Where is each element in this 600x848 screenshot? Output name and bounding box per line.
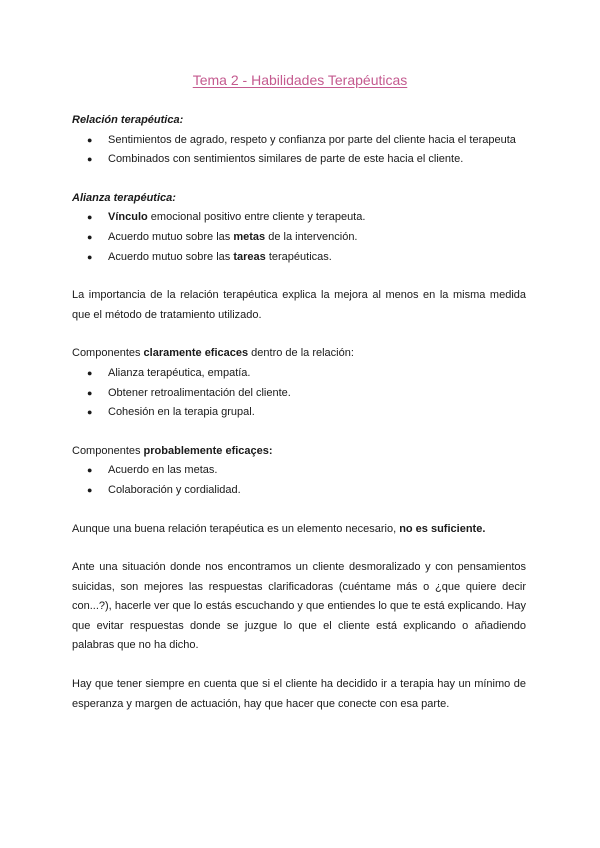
claramente-list [72, 364, 526, 423]
probablemente-list [72, 461, 526, 500]
list-item: ● Cohesión en la terapia grupal. [72, 403, 526, 423]
paragraph-claramente: Componentes claramente eficaces dentro de la relación: [72, 347, 354, 360]
document-body [72, 111, 526, 714]
list-item: ● Sentimientos de agrado, respeto y confianza por parte del cliente hacia el terapeuta [72, 131, 526, 151]
list-item: ● Vínculo emocional positivo entre cliente y terapeuta. [72, 208, 526, 228]
section-heading-relacion: Relación terapéutica: [72, 114, 184, 126]
list-item: ● Obtener retroalimentación del cliente. [72, 384, 526, 404]
paragraph-probablemente: Componentes probablemente eficaçes: [72, 444, 273, 457]
paragraph-ante: Ante una situación donde nos encontramos un cliente desmoralizado y con pensamientos suicidas, son mejores las respuestas clarificadoras (cuéntame más o ¿que quiere decir con...?), hacerle ver que lo estás escuchando y que entiendes lo que te está explicando. Hay que evitar respuestas donde se juzgue lo que el cliente está explicando o añadiendo palabras que no ha dicho. [72, 561, 526, 652]
list-item: ● Combinados con sentimientos similares de parte de este hacia el cliente. [72, 150, 526, 170]
paragraph-importancia: La importancia de la relación terapéutica explica la mejora al menos en la misma medida que el método de tratamiento utilizado. [72, 289, 526, 321]
paragraph-aunque: Aunque una buena relación terapéutica es un elemento necesario, no es suficiente. [72, 522, 486, 535]
alianza-list [72, 208, 526, 267]
relacion-list [72, 131, 526, 170]
list-item: ● Acuerdo mutuo sobre las metas de la intervención. [72, 228, 526, 248]
list-item: ● Acuerdo mutuo sobre las tareas terapéuticas. [72, 248, 526, 268]
list-item: ● Alianza terapéutica, empatía. [72, 364, 526, 384]
paragraph-hay: Hay que tener siempre en cuenta que si el cliente ha decidido ir a terapia hay un mínimo de esperanza y margen de actuación, hay que hacer que conecte con esa parte. [72, 678, 526, 710]
list-item: ● Acuerdo en las metas. [72, 461, 526, 481]
section-heading-alianza: Alianza terapéutica: [72, 191, 176, 204]
list-item: ● Colaboración y cordialidad. [72, 481, 526, 501]
page-title: Tema 2 - Habilidades Terapéuticas [192, 72, 408, 88]
